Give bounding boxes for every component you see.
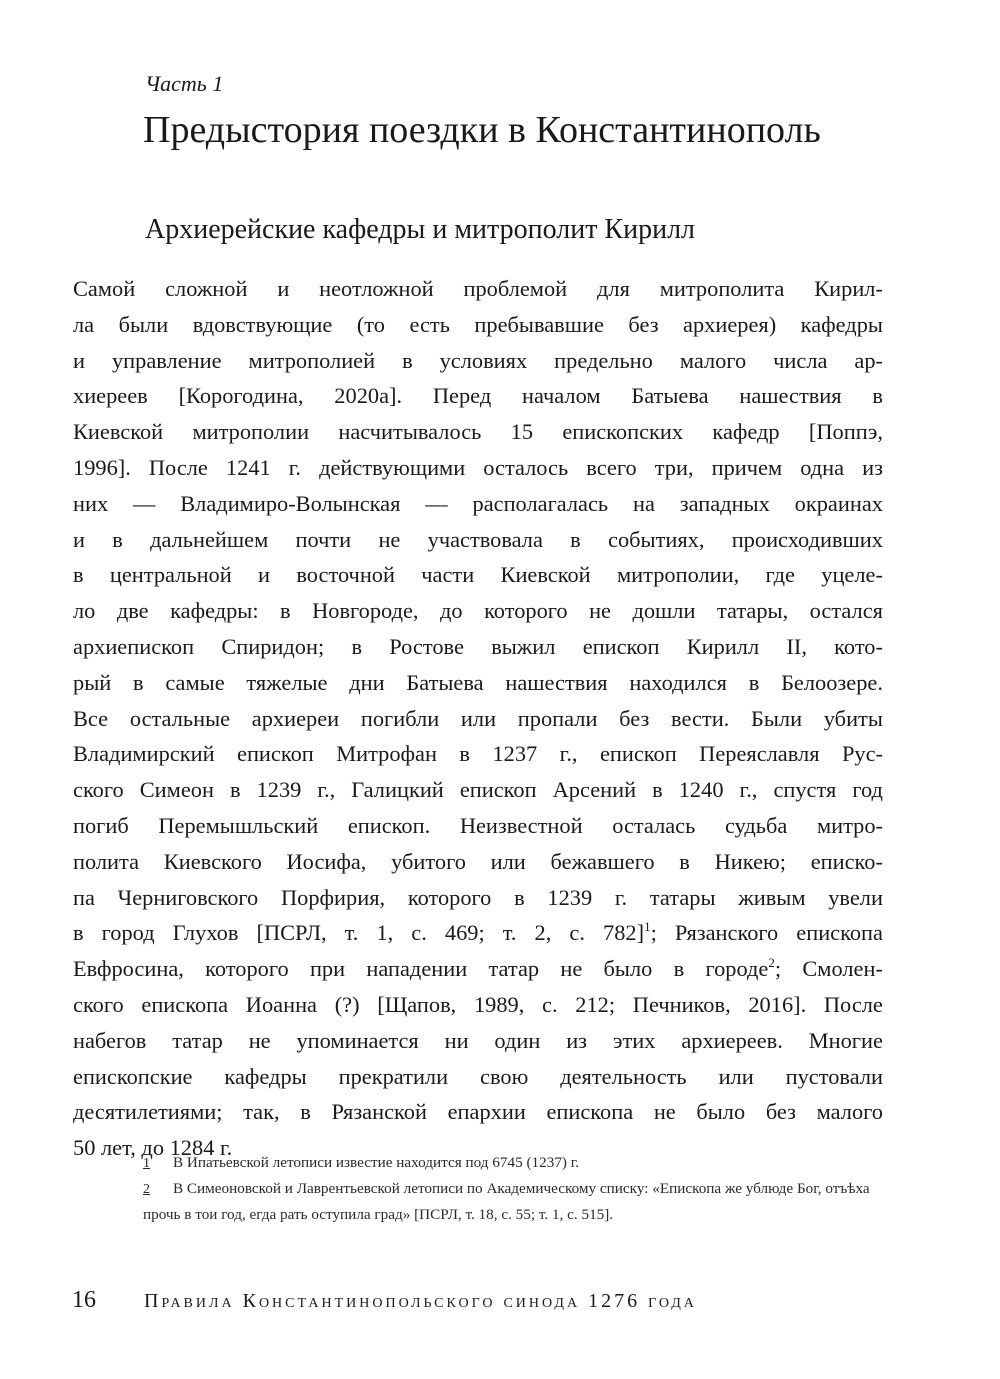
footnote-text: В Симеоновской и Лаврентьевской летописи по Академическому списку: «Епископа же ублюде Бог, отъѣха прочь в тои год, егда рать оступила град» [ПСРЛ, т. 18, с. 55; т. 1, с. 515]. bbox=[143, 1180, 870, 1223]
body-line: набегов татар не упоминается ни один из этих архиереев. Многие bbox=[73, 1027, 883, 1053]
body-line: Евфросина, которого при нападении татар не было в городе$^2$; Смолен- bbox=[73, 955, 883, 982]
body-line: десятилетиями; так, в Рязанской епархии епископа не было без малого bbox=[73, 1099, 883, 1125]
body-line: 50 лет, до 1284 г. bbox=[73, 1135, 233, 1161]
body-line: них — Владимиро-Волынская — располагалась на западных окраинах bbox=[73, 490, 883, 516]
body-line: и в дальнейшем почти не участвовала в событиях, происходивших bbox=[73, 526, 883, 552]
body-line: полита Киевского Иосифа, убитого или бежавшего в Никею; еписко- bbox=[73, 848, 883, 874]
body-line: в центральной и восточной части Киевской митрополии, где уцеле- bbox=[73, 562, 883, 588]
footnote-number: 1 bbox=[143, 1156, 150, 1171]
body-line: Все остальные архиереи погибли или пропали без вести. Были убиты bbox=[73, 705, 883, 731]
body-line: в город Глухов [ПСРЛ, т. 1, с. 469; т. 2, с. 782]$^1$; Рязанского епископа bbox=[73, 919, 883, 946]
section-title: Архиерейские кафедры и митрополит Кирилл bbox=[145, 214, 696, 245]
footnote-number: 2 bbox=[143, 1182, 150, 1197]
part-label: Часть 1 bbox=[145, 71, 224, 96]
footnote-1 bbox=[143, 1150, 885, 1176]
chapter-title: Предыстория поездки в Константинополь bbox=[143, 109, 821, 151]
body-line: погиб Перемышльский епископ. Неизвестной осталась судьба митро- bbox=[73, 812, 883, 838]
body-line: Самой сложной и неотложной проблемой для митрополита Кирил- bbox=[73, 276, 883, 301]
body-line: епископские кафедры прекратили свою деятельность или пустовали bbox=[73, 1063, 883, 1089]
body-line: па Черниговского Порфирия, которого в 1239 г. татары живым увели bbox=[73, 884, 883, 910]
body-line: архиепископ Спиридон; в Ростове выжил епископ Кирилл II, кото- bbox=[73, 633, 883, 659]
body-text bbox=[73, 271, 883, 1166]
body-line: и управление митрополией в условиях предельно малого числа ар- bbox=[73, 347, 883, 373]
running-title: Правила Константинопольского синода 1276 года bbox=[144, 1290, 697, 1312]
body-line: Киевской митрополии насчитывалось 15 епископских кафедр [Поппэ, bbox=[73, 419, 883, 445]
body-line: 1996]. После 1241 г. действующими осталось всего три, причем одна из bbox=[73, 454, 883, 480]
body-line: ского Симеон в 1239 г., Галицкий епископ Арсений в 1240 г., спустя год bbox=[73, 777, 883, 803]
body-line: хиереев [Корогодина, 2020а]. Перед началом Батыева нашествия в bbox=[73, 383, 883, 409]
footnote-2 bbox=[143, 1176, 885, 1227]
body-line: ло две кафедры: в Новгороде, до которого не дошли татары, остался bbox=[73, 598, 883, 624]
body-line: ского епископа Иоанна (?) [Щапов, 1989, с. 212; Печников, 2016]. После bbox=[73, 991, 883, 1017]
body-line: Владимирский епископ Митрофан в 1237 г., епископ Переяславля Рус- bbox=[73, 741, 883, 767]
body-line: ла были вдовствующие (то есть пребывавшие без архиерея) кафедры bbox=[73, 311, 883, 337]
footnotes bbox=[143, 1150, 885, 1227]
footnote-text: В Ипатьевской летописи известие находится под 6745 (1237) г. bbox=[173, 1154, 580, 1171]
body-line: рый в самые тяжелые дни Батыева нашествия находился в Белоозере. bbox=[73, 669, 883, 695]
page-number: 16 bbox=[72, 1287, 96, 1313]
page-footer bbox=[72, 1287, 940, 1314]
